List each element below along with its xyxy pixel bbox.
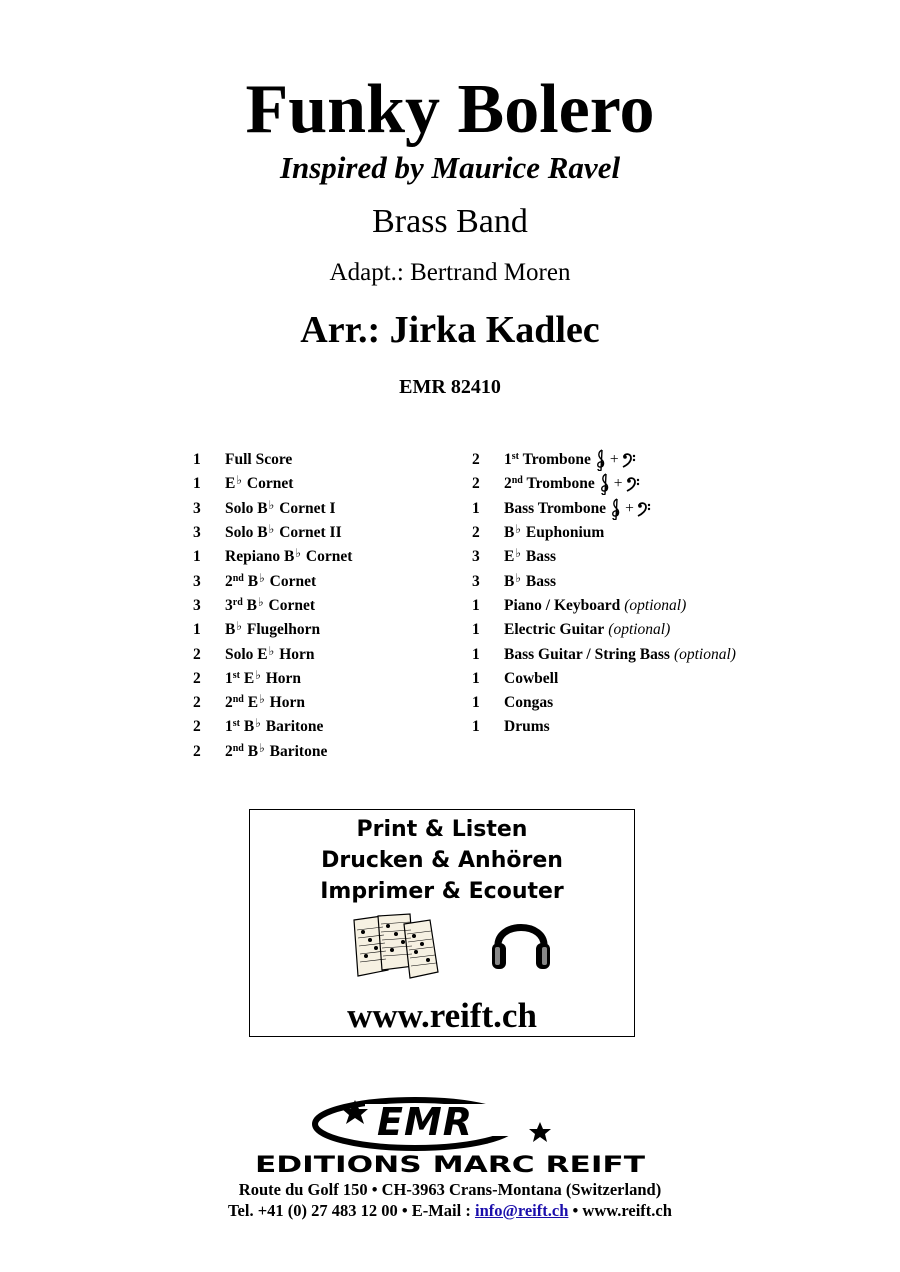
part-name-text: B bbox=[243, 742, 259, 760]
part-row bbox=[472, 569, 802, 593]
part-quantity: 1 bbox=[472, 694, 480, 712]
part-row bbox=[472, 497, 802, 521]
part-name-text: 1 bbox=[225, 669, 233, 687]
emr-logo bbox=[255, 1090, 655, 1178]
part-row bbox=[472, 448, 802, 472]
part-name-text: E bbox=[504, 548, 515, 566]
part-name-text: Horn bbox=[261, 669, 302, 687]
part-name-text: Solo B bbox=[225, 499, 268, 517]
part-name-text: 2 bbox=[225, 742, 233, 760]
part-quantity: 3 bbox=[193, 524, 201, 542]
flat-sign: ♭ bbox=[236, 619, 243, 634]
part-quantity: 3 bbox=[193, 596, 201, 614]
part-name-text: B bbox=[243, 572, 259, 590]
flat-sign: ♭ bbox=[255, 667, 261, 682]
part-name-text: Cornet bbox=[265, 572, 317, 590]
headphones-icon bbox=[490, 907, 552, 973]
part-name bbox=[504, 500, 606, 518]
part-name-text: B bbox=[239, 718, 255, 736]
part-name-text: Cornet bbox=[264, 596, 316, 614]
part-row bbox=[193, 740, 463, 764]
logo-caption: EDITIONS MARC REIFT bbox=[255, 1153, 645, 1178]
flat-sign: ♭ bbox=[257, 594, 264, 609]
part-name-text: Bass Trombone bbox=[504, 499, 607, 517]
part-name-text: Bass Guitar / String Bass bbox=[504, 645, 670, 663]
page-title: Funky Bolero bbox=[245, 71, 655, 148]
part-name-text: 3 bbox=[225, 596, 233, 614]
part-name-text: Full Score bbox=[225, 451, 293, 469]
part-row bbox=[472, 642, 802, 666]
part-name bbox=[225, 475, 293, 493]
part-name-text: B bbox=[504, 572, 515, 590]
promo-line-french: Imprimer & Ecouter bbox=[320, 879, 564, 904]
clef-icons bbox=[599, 473, 640, 495]
sheet-music-icon bbox=[348, 910, 440, 982]
part-name-text: Baritone bbox=[265, 742, 328, 760]
part-quantity: 2 bbox=[193, 742, 201, 760]
part-quantity: 3 bbox=[193, 499, 201, 517]
bass-clef-icon bbox=[637, 501, 651, 517]
part-name bbox=[504, 621, 604, 639]
part-name-text: Horn bbox=[265, 694, 305, 712]
promo-line-english: Print & Listen bbox=[356, 817, 528, 842]
flat-sign: ♭ bbox=[515, 546, 522, 561]
part-name-text: Electric Guitar bbox=[504, 621, 605, 639]
treble-clef-icon bbox=[599, 473, 611, 495]
part-quantity: 2 bbox=[472, 475, 480, 493]
ordinal-suffix: nd bbox=[232, 572, 244, 584]
part-row bbox=[193, 472, 463, 496]
part-name-text: B bbox=[225, 621, 236, 639]
part-quantity: 1 bbox=[472, 499, 480, 517]
ensemble-label: Brass Band bbox=[372, 203, 528, 240]
part-row bbox=[472, 545, 802, 569]
part-quantity: 1 bbox=[472, 669, 480, 687]
part-row bbox=[193, 521, 463, 545]
part-row bbox=[472, 715, 802, 739]
part-quantity: 1 bbox=[193, 548, 201, 566]
email-link[interactable]: info@reift.ch bbox=[474, 1201, 569, 1220]
part-name bbox=[504, 718, 550, 736]
part-name-text: Congas bbox=[504, 694, 554, 712]
part-name bbox=[225, 524, 342, 542]
parts-list-right bbox=[472, 448, 802, 740]
part-name-text: E bbox=[243, 694, 259, 712]
part-row bbox=[472, 618, 802, 642]
logo-wordmark: EMR bbox=[377, 1100, 474, 1144]
part-name bbox=[225, 548, 352, 566]
optional-note: (optional) bbox=[673, 645, 736, 663]
part-name-text: Piano / Keyboard bbox=[504, 596, 621, 614]
part-name-text: Horn bbox=[275, 645, 315, 663]
part-quantity: 2 bbox=[193, 718, 201, 736]
flat-sign: ♭ bbox=[236, 473, 243, 488]
part-row bbox=[193, 448, 463, 472]
flat-sign: ♭ bbox=[295, 546, 302, 561]
part-quantity: 2 bbox=[193, 645, 201, 663]
bass-clef-icon bbox=[622, 452, 636, 468]
clef-plus: + bbox=[625, 499, 634, 517]
part-name-text: Bass bbox=[522, 548, 557, 566]
part-name-text: Trombone bbox=[518, 451, 591, 469]
treble-clef-icon bbox=[610, 498, 622, 520]
part-row bbox=[193, 545, 463, 569]
contact-website: • www.reift.ch bbox=[568, 1201, 672, 1220]
parts-list-left bbox=[193, 448, 463, 764]
publisher-contact bbox=[0, 1201, 900, 1221]
ordinal-suffix: rd bbox=[232, 596, 243, 608]
part-row bbox=[193, 594, 463, 618]
flat-sign: ♭ bbox=[268, 497, 275, 512]
flat-sign: ♭ bbox=[268, 522, 275, 537]
arranger-credit: Arr.: Jirka Kadlec bbox=[300, 309, 600, 351]
ordinal-suffix: st bbox=[511, 451, 519, 463]
part-name-text: Drums bbox=[504, 718, 550, 736]
part-row bbox=[472, 667, 802, 691]
part-name-text: Cowbell bbox=[504, 669, 559, 687]
part-name-text: Solo B bbox=[225, 524, 268, 542]
part-row bbox=[472, 594, 802, 618]
part-name bbox=[504, 570, 557, 591]
promo-line-german: Drucken & Anhören bbox=[321, 848, 563, 873]
part-name-text: Cornet I bbox=[275, 499, 336, 517]
part-quantity: 1 bbox=[472, 645, 480, 663]
flat-sign: ♭ bbox=[259, 692, 265, 707]
part-name bbox=[225, 594, 316, 615]
part-name-text: Euphonium bbox=[522, 524, 605, 542]
part-quantity: 1 bbox=[472, 621, 480, 639]
contact-phone: Tel. +41 (0) 27 483 12 00 • E-Mail : bbox=[228, 1201, 475, 1220]
promo-website[interactable]: www.reift.ch bbox=[347, 996, 537, 1035]
bass-clef-icon bbox=[626, 476, 640, 492]
part-name-text: Trombone bbox=[522, 475, 595, 493]
part-name-text: Cornet bbox=[243, 475, 294, 493]
part-row bbox=[472, 472, 802, 496]
part-row bbox=[193, 618, 463, 642]
part-name bbox=[225, 451, 292, 469]
ordinal-suffix: nd bbox=[232, 742, 244, 754]
part-name bbox=[504, 548, 556, 566]
part-row bbox=[193, 497, 463, 521]
flat-sign: ♭ bbox=[268, 643, 275, 658]
clef-plus: + bbox=[613, 475, 623, 493]
publisher-address: Route du Golf 150 • CH-3963 Crans-Montana (Switzerland) bbox=[238, 1180, 662, 1199]
part-quantity: 2 bbox=[472, 451, 480, 469]
part-quantity: 1 bbox=[472, 718, 480, 736]
part-row bbox=[193, 715, 463, 739]
flat-sign: ♭ bbox=[515, 522, 522, 537]
part-row bbox=[193, 691, 463, 715]
clef-icons bbox=[610, 498, 651, 520]
subtitle: Inspired by Maurice Ravel bbox=[279, 150, 621, 185]
part-name bbox=[225, 497, 336, 518]
part-quantity: 1 bbox=[193, 475, 201, 493]
flat-sign: ♭ bbox=[259, 570, 265, 585]
part-name bbox=[225, 621, 320, 639]
part-name bbox=[225, 667, 302, 688]
clef-icons bbox=[595, 449, 636, 471]
adaptation-credit: Adapt.: Bertrand Moren bbox=[329, 259, 571, 286]
part-quantity: 3 bbox=[472, 572, 480, 590]
catalog-number: EMR 82410 bbox=[399, 376, 501, 398]
flat-sign: ♭ bbox=[515, 570, 522, 585]
part-row bbox=[193, 642, 463, 666]
part-quantity: 3 bbox=[193, 572, 201, 590]
optional-note: (optional) bbox=[608, 621, 671, 639]
part-quantity: 1 bbox=[472, 596, 480, 614]
part-row bbox=[193, 569, 463, 593]
part-name-text: 2 bbox=[225, 694, 233, 712]
clef-plus: + bbox=[609, 451, 619, 469]
part-quantity: 3 bbox=[472, 548, 480, 566]
part-name bbox=[504, 524, 604, 542]
part-name-text: B bbox=[242, 596, 257, 614]
part-name-text: 1 bbox=[225, 718, 233, 736]
part-name bbox=[504, 694, 553, 712]
ordinal-suffix: st bbox=[232, 718, 240, 730]
flat-sign: ♭ bbox=[255, 716, 261, 731]
part-name-text: Cornet II bbox=[275, 524, 342, 542]
part-quantity: 2 bbox=[472, 524, 480, 542]
part-row bbox=[472, 521, 802, 545]
part-name-text: Cornet bbox=[302, 548, 353, 566]
part-name bbox=[504, 597, 620, 615]
ordinal-suffix: nd bbox=[511, 475, 523, 487]
treble-clef-icon bbox=[595, 449, 607, 471]
part-name-text: B bbox=[504, 524, 515, 542]
part-name bbox=[225, 643, 315, 664]
part-quantity: 1 bbox=[193, 451, 201, 469]
ordinal-suffix: nd bbox=[232, 694, 244, 706]
part-name-text: Solo E bbox=[225, 645, 268, 663]
part-quantity: 1 bbox=[193, 621, 201, 639]
part-name bbox=[225, 740, 328, 761]
part-name bbox=[225, 570, 317, 591]
part-name bbox=[225, 718, 323, 736]
part-quantity: 2 bbox=[193, 669, 201, 687]
print-listen-box bbox=[249, 809, 635, 1037]
part-name-text: E bbox=[239, 669, 255, 687]
flat-sign: ♭ bbox=[259, 740, 265, 755]
part-name-text: Baritone bbox=[261, 718, 324, 736]
part-name bbox=[504, 475, 595, 493]
ordinal-suffix: st bbox=[232, 669, 240, 681]
part-name-text: Repiano B bbox=[225, 548, 295, 566]
part-name bbox=[225, 694, 305, 712]
part-row bbox=[472, 691, 802, 715]
part-name-text: 2 bbox=[225, 572, 233, 590]
part-row bbox=[193, 667, 463, 691]
part-name-text: E bbox=[225, 475, 236, 493]
part-name bbox=[504, 451, 591, 469]
part-name-text: 2 bbox=[504, 475, 512, 493]
part-quantity: 2 bbox=[193, 694, 201, 712]
part-name-text: 1 bbox=[504, 451, 512, 469]
optional-note: (optional) bbox=[624, 596, 687, 614]
part-name bbox=[504, 646, 670, 664]
part-name-text: Bass bbox=[522, 572, 557, 590]
part-name-text: Flugelhorn bbox=[243, 621, 321, 639]
part-name bbox=[504, 670, 558, 688]
